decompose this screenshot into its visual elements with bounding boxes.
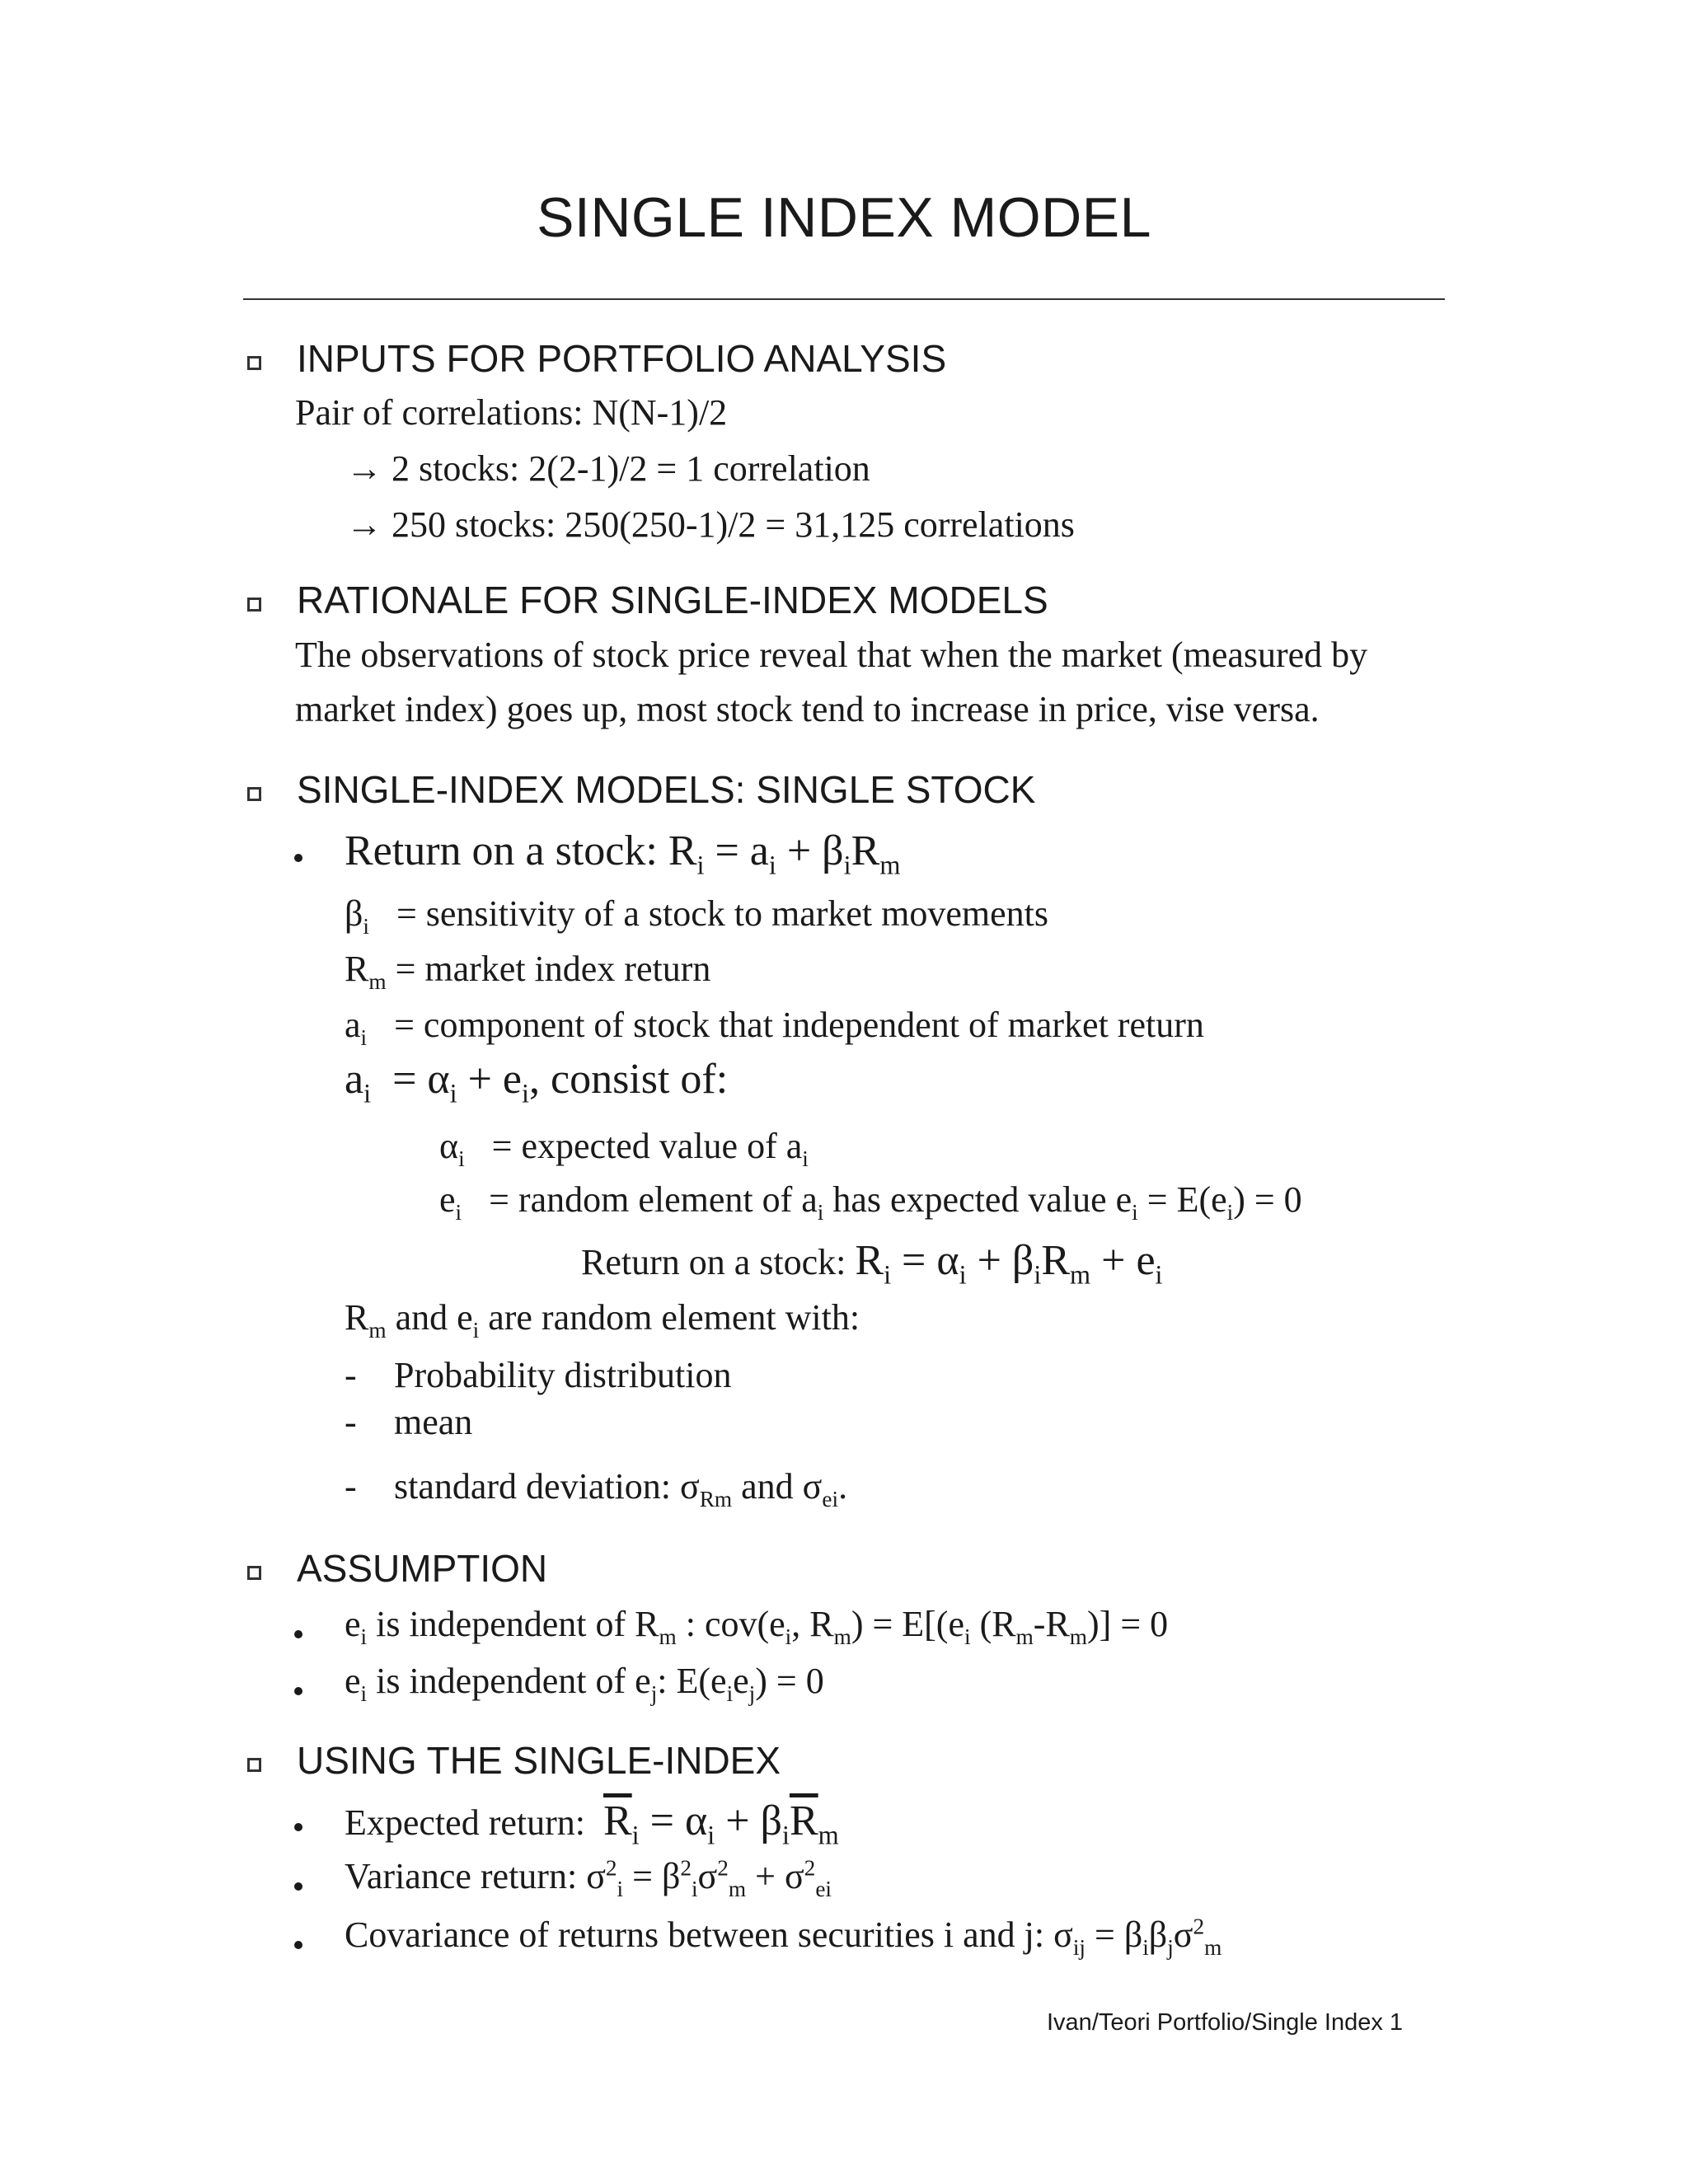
e-definition: $e_i$ = random element of $a_i$ has expected value $e_i = E(e_i) = 0$	[439, 1179, 1302, 1225]
variance-return-label: Variance return:	[345, 1856, 578, 1896]
section-heading-using: USING THE SINGLE-INDEX	[297, 1739, 781, 1782]
section-heading-rationale: RATIONALE FOR SINGLE-INDEX MODELS	[297, 579, 1048, 621]
title-divider	[243, 298, 1445, 300]
dash-marker: -	[345, 1355, 357, 1395]
rationale-line-1: The observations of stock price reveal that when the market (measured by	[295, 635, 1368, 675]
covariance-formula: Covariance of returns between securities i and j: $\sigma_{ij} = \beta_i\beta_j\sigma^2_m$	[345, 1914, 1222, 1960]
bullet-dot-icon	[294, 1687, 302, 1695]
rm-definition-text: = market index return	[395, 949, 711, 989]
assumption-2-text: is independent of e	[376, 1661, 651, 1701]
alpha-definition: $\alpha_i$ = expected value of $a_i$	[439, 1126, 809, 1171]
return-equation: Return on a stock: $R_i = a_i + \beta_iR_m$	[345, 827, 901, 880]
full-return-equation: Return on a stock: $R_i = \alpha_i + \beta_iR_m + e_i$	[581, 1237, 1163, 1290]
assumption-1-text: is independent of R	[376, 1604, 659, 1644]
std-dev-text: standard deviation:	[394, 1466, 672, 1507]
bullet-dot-icon	[294, 1823, 302, 1831]
list-item-std-dev: standard deviation: $\sigma_{Rm}$ and $\sigma_{ei}$.	[394, 1466, 848, 1511]
section-heading-inputs: INPUTS FOR PORTFOLIO ANALYSIS	[297, 337, 947, 380]
random-elements-intro: $R_m$ and $e_i$ are random element with:	[345, 1297, 860, 1343]
a-definition-text: = component of stock that independent of market return	[394, 1005, 1204, 1045]
section-heading-assumption: ASSUMPTION	[297, 1547, 548, 1590]
list-item-probability: Probability distribution	[394, 1355, 732, 1395]
checkbox-bullet-icon	[247, 598, 261, 612]
return-label: Return on a stock:	[345, 827, 658, 874]
list-item-mean: mean	[394, 1402, 473, 1442]
bullet-dot-icon	[294, 1882, 302, 1891]
section-heading-single-stock: SINGLE-INDEX MODELS: SINGLE STOCK	[297, 768, 1036, 811]
checkbox-bullet-icon	[247, 1566, 261, 1580]
bullet-dot-icon	[294, 1630, 302, 1638]
dash-marker: -	[345, 1466, 357, 1507]
dash-marker: -	[345, 1402, 357, 1442]
expected-return-label: Expected return:	[345, 1802, 585, 1843]
e-expected-text: has expected value e	[832, 1179, 1132, 1220]
a-consist-text: consist of:	[550, 1056, 729, 1103]
random-intro-text: are random element with:	[488, 1297, 860, 1338]
example-250-stocks: → 250 stocks: 250(250-1)/2 = 31,125 correlations	[346, 504, 1075, 545]
beta-definition-text: = sensitivity of a stock to market movements	[396, 893, 1048, 934]
bullet-dot-icon	[294, 1941, 302, 1949]
assumption-item-2: $e_i$ is independent of $e_j$: $E(e_ie_j) = 0$	[345, 1661, 824, 1706]
rm-definition: $R_m$ = market index return	[345, 949, 711, 994]
full-return-label: Return on a stock:	[581, 1242, 846, 1282]
variance-return-formula: Variance return: $\sigma^2_i = \beta^2_i\sigma^2_m + \sigma^2_{ei}$	[345, 1855, 832, 1901]
beta-definition: $\beta_i$ = sensitivity of a stock to market movements	[345, 893, 1048, 939]
page-title: SINGLE INDEX MODEL	[537, 186, 1151, 249]
rationale-line-2: market index) goes up, most stock tend to increase in price, vise versa.	[295, 689, 1320, 729]
assumption-item-1: $e_i$ is independent of $R_m$ : $cov(e_i$, $R_m) = E[(e_i$ $(R_m-R_m)] = 0$	[345, 1604, 1169, 1649]
alpha-definition-text: = expected value of a	[491, 1126, 803, 1166]
bullet-dot-icon	[294, 854, 302, 862]
a-definition: $a_i$ = component of stock that independent of market return	[345, 1005, 1204, 1050]
example-2-stocks: → 2 stocks: 2(2-1)/2 = 1 correlation	[346, 448, 870, 489]
pair-correlations-text: Pair of correlations: N(N-1)/2	[295, 392, 728, 433]
expected-return-formula: Expected return: $\overline{R}_i = \alpha_i + \beta_i\overline{R}_m$	[345, 1797, 839, 1850]
a-decomposition: $a_i = \alpha_i + e_i$, consist of:	[345, 1056, 729, 1108]
covariance-label: Covariance of returns between securities i and j:	[345, 1915, 1045, 1955]
checkbox-bullet-icon	[247, 1758, 261, 1772]
checkbox-bullet-icon	[247, 356, 261, 370]
page-footer: Ivan/Teori Portfolio/Single Index 1	[1047, 2009, 1404, 2036]
e-definition-text: = random element of a	[489, 1179, 818, 1220]
checkbox-bullet-icon	[247, 787, 261, 801]
